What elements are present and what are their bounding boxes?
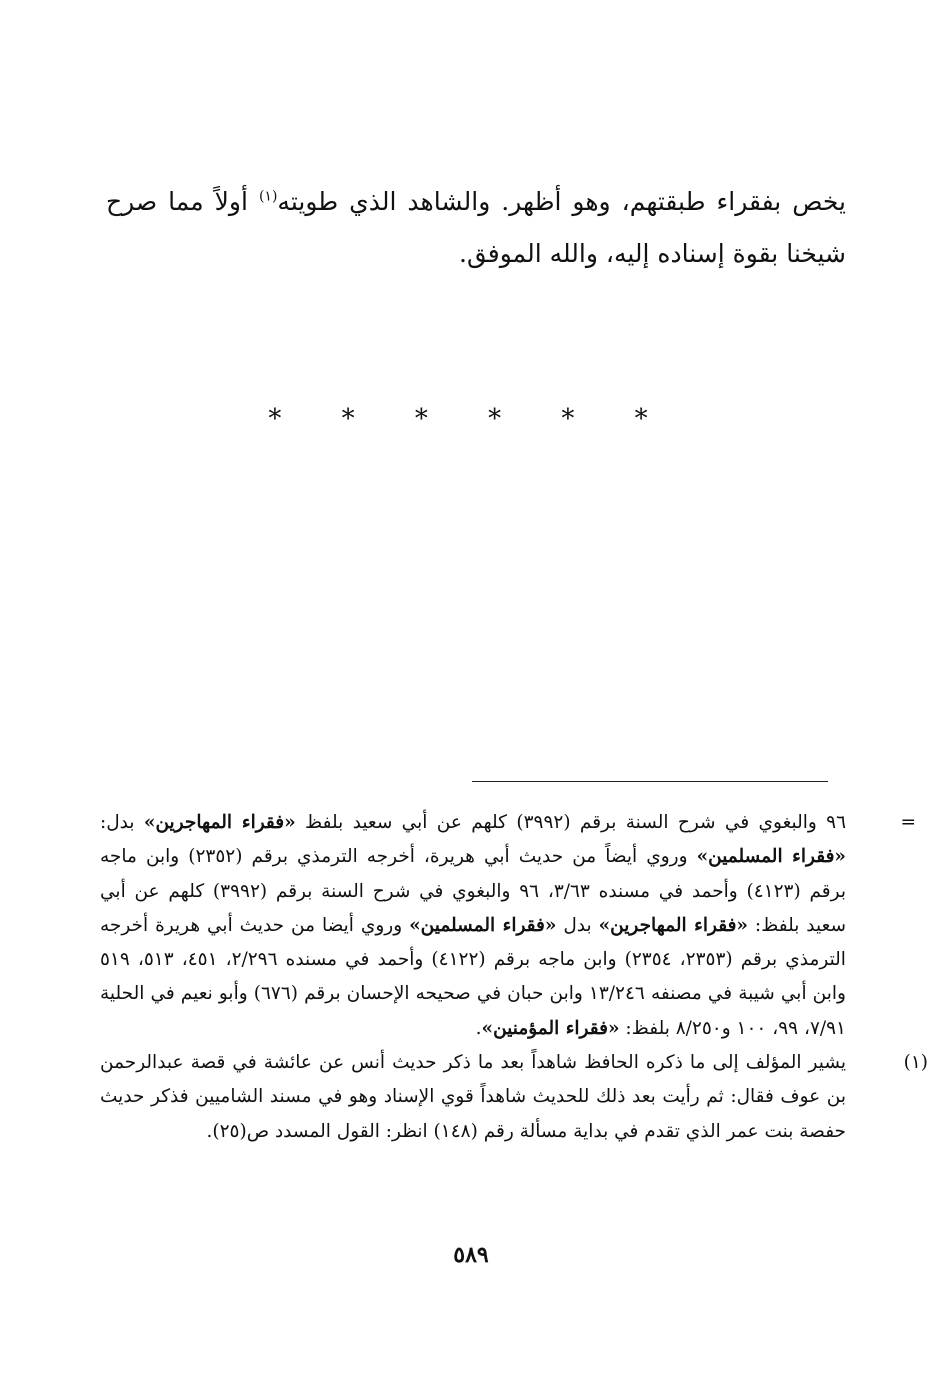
footnote-1-marker: (١) bbox=[903, 1052, 928, 1074]
footnote-1 bbox=[100, 1046, 928, 1149]
footnote-continued-quote-1: «فقراء المهاجرين» bbox=[143, 812, 296, 833]
footnote-divider bbox=[472, 781, 828, 782]
footnote-continued-text-2: بدل: bbox=[100, 812, 144, 833]
footnote-continued-quote-3: «فقراء المهاجرين» bbox=[598, 914, 748, 936]
main-text-paragraph bbox=[106, 176, 846, 280]
continuation-marker: = bbox=[900, 812, 916, 833]
footnote-continued-text-4: بدل bbox=[556, 914, 599, 936]
footnote-continued-text-3: وروي أيضاً من حديث أبي هريرة، أخرجه الترمذي برقم (٢٣٥٢) وابن ماجه برقم (٤١٢٣) وأحمد في مسنده ٣/٦٣، ٩٦ والبغوي في شرح السنة برقم (٣٩٩٢) كلهم عن أبي سعيد بلفظ: bbox=[100, 846, 847, 936]
page-number: ٥٨٩ bbox=[453, 1242, 489, 1268]
footnote-continued-quote-5: «فقراء المؤمنين» bbox=[481, 1017, 620, 1039]
footnotes-section bbox=[100, 806, 928, 1149]
section-separator-stars: * * * * * * bbox=[268, 404, 674, 434]
footnote-continued-quote-2: «فقراء المسلمين» bbox=[696, 846, 846, 868]
footnote-continued-text-1: ٩٦ والبغوي في شرح السنة برقم (٣٩٩٢) كلهم عن أبي سعيد بلفظ bbox=[295, 812, 847, 833]
footnote-continued-text-5: وروي أيضا من حديث أبي هريرة أخرجه الترمذي برقم (٢٣٥٣، ٢٣٥٤) وابن ماجه برقم (٤١٢٢) وأحمد في مسنده ٢/٢٩٦، ٤٥١، ٥١٣، ٥١٩ وابن أبي شيبة في مصنفه ١٣/٢٤٦ وابن حبان في صحيحه الإحسان برقم (٦٧٦) وأبو نعيم في الحلية ٧/٩١، ٩٩، ١٠٠ و٨/٢٥٠ بلفظ: bbox=[100, 914, 846, 1039]
footnote-continued-text-6: . bbox=[475, 1017, 482, 1039]
footnote-continued bbox=[100, 806, 916, 1046]
footnote-reference: (١) bbox=[258, 188, 278, 205]
footnote-1-text: يشير المؤلف إلى ما ذكره الحافظ شاهداً بعد ما ذكر حديث أنس عن عائشة في قصة عبدالرحمن بن عوف فقال: ثم رأيت بعد ذلك للحديث شاهداً قوي الإسناد وهو في مسند الشاميين فذكر حديث حفصة بنت عمر الذي تقدم في بداية مسألة رقم (١٤٨) انظر: القول المسدد ص(٢٥). bbox=[100, 1052, 846, 1142]
footnote-continued-quote-4: «فقراء المسلمين» bbox=[409, 914, 557, 936]
main-text-part-2: أولاً مما صرح شيخنا بقوة إسناده إليه، والله الموفق. bbox=[106, 187, 846, 268]
main-text-part-1: يخص بفقراء طبقتهم، وهو أظهر. والشاهد الذي طويته bbox=[277, 187, 846, 216]
